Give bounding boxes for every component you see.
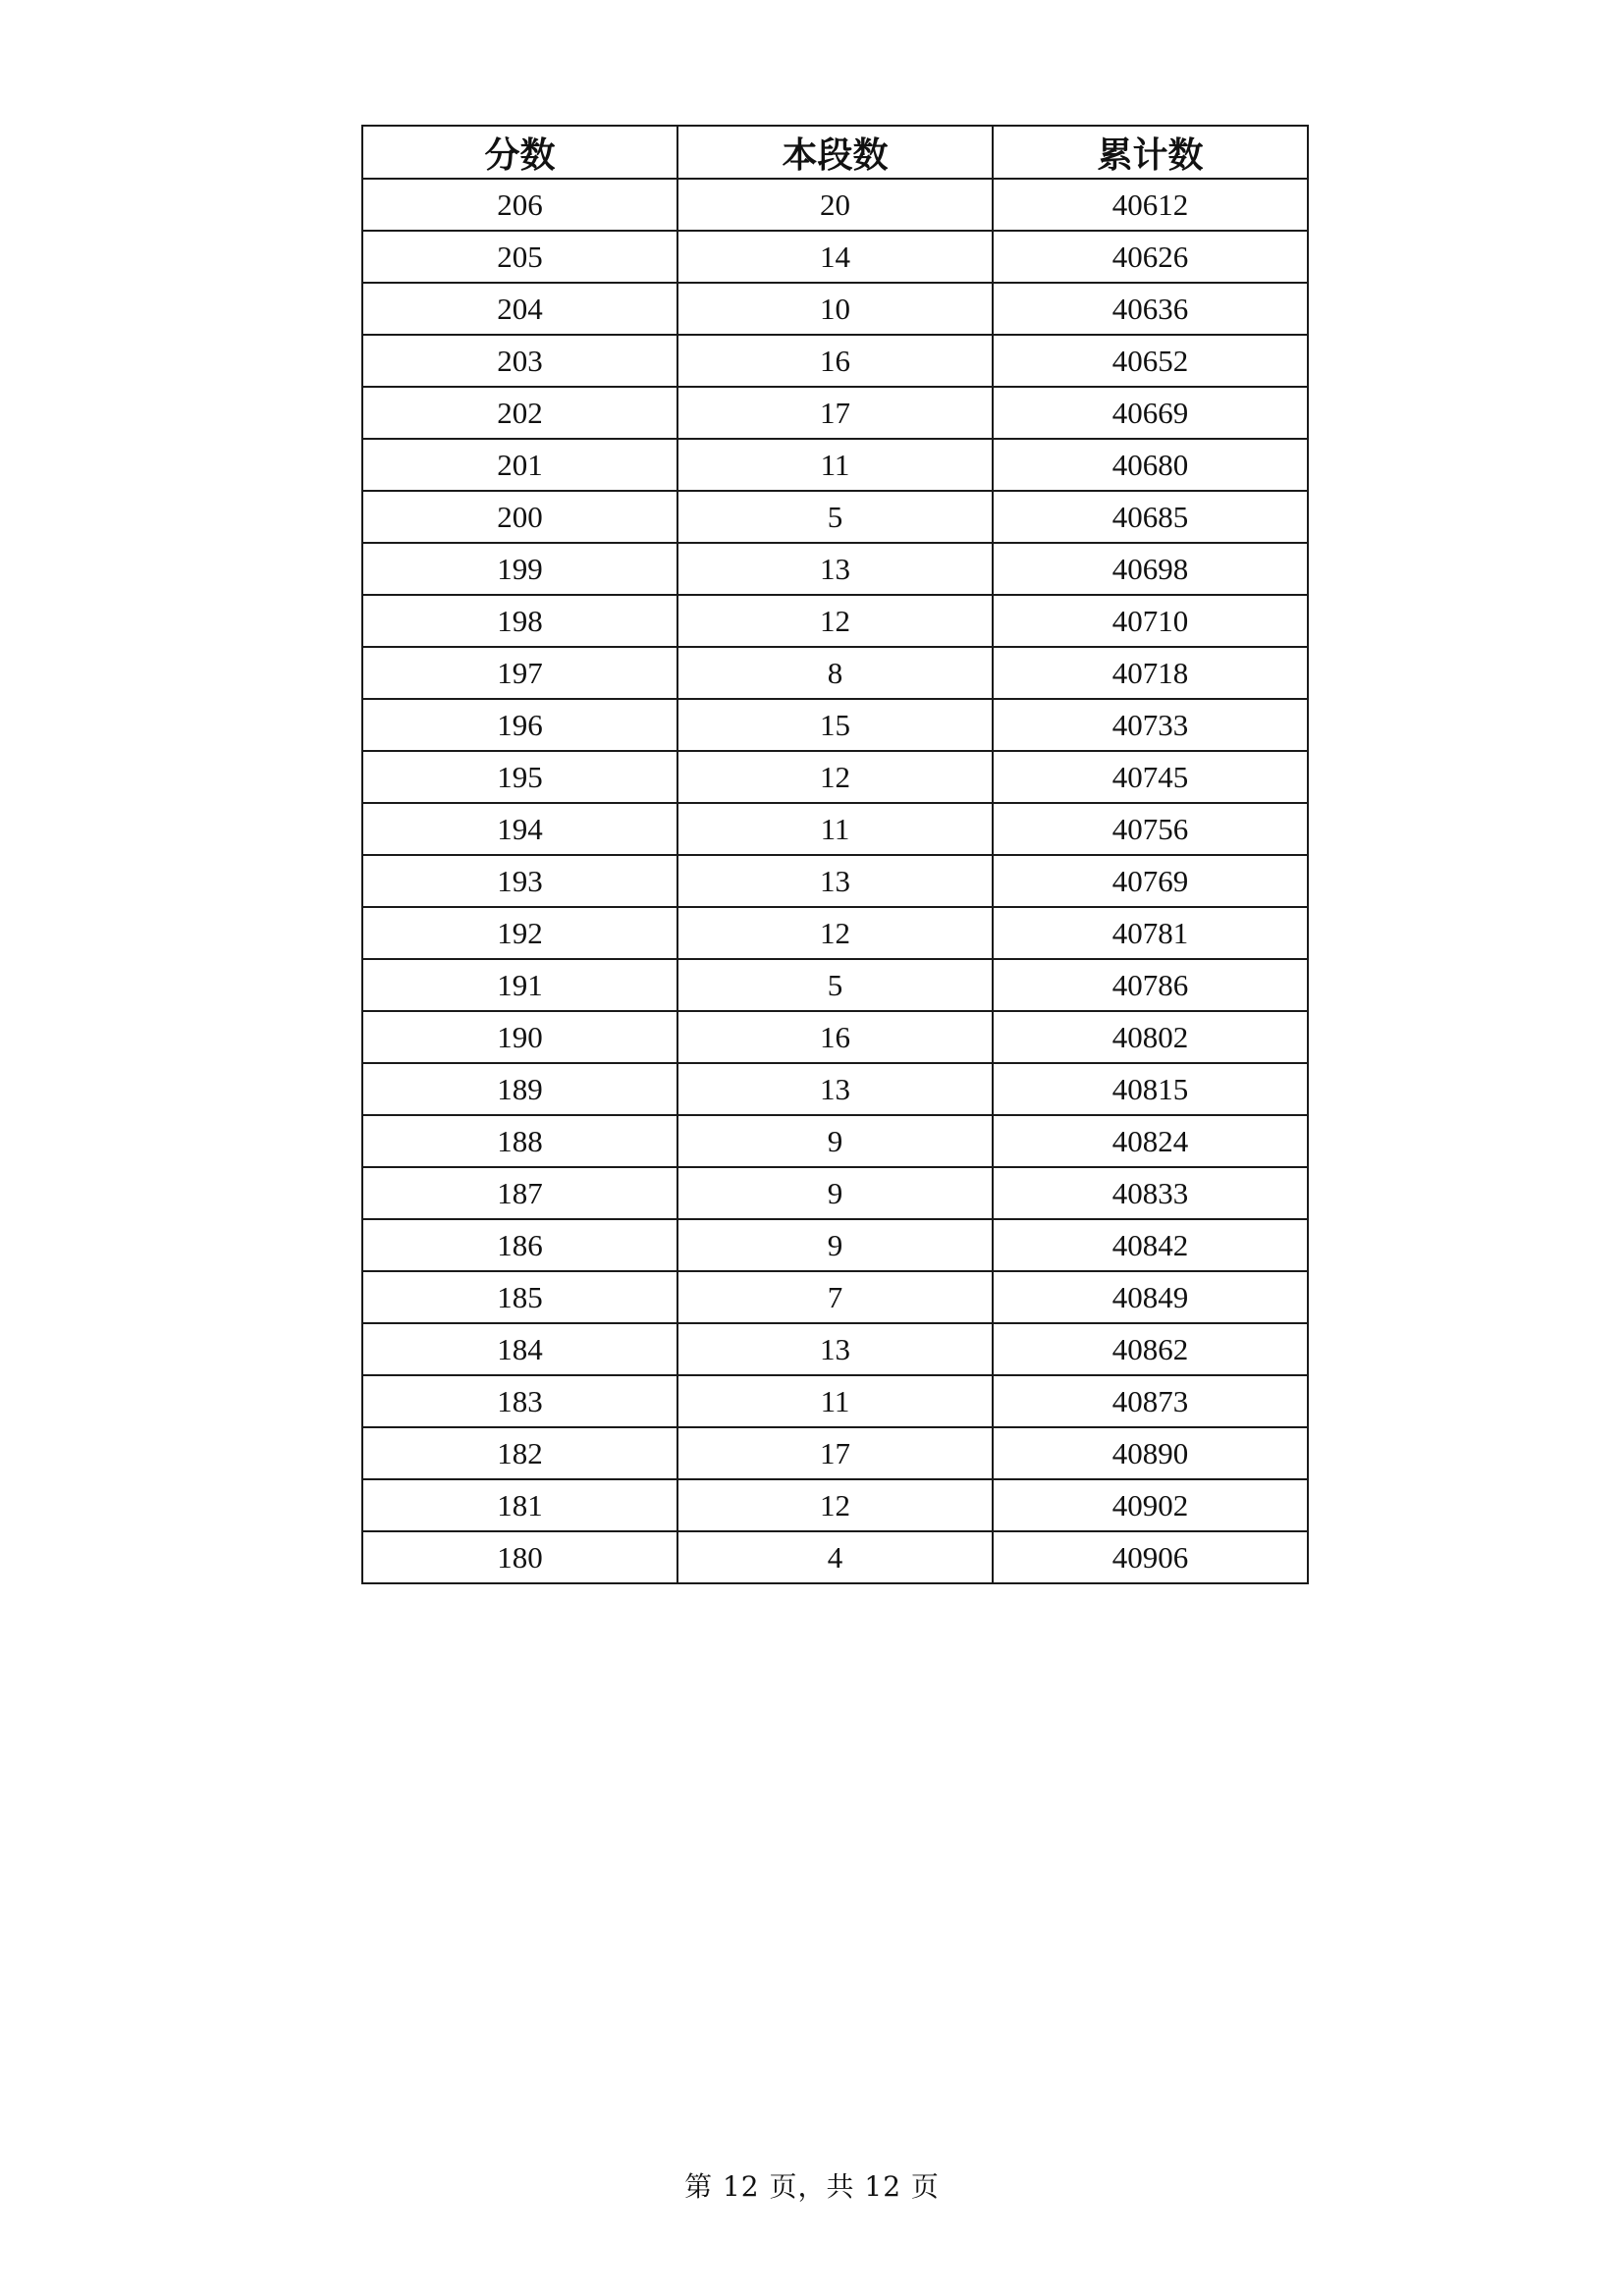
score-cell: 189	[362, 1063, 677, 1115]
cumulative-count-cell: 40849	[993, 1271, 1308, 1323]
cumulative-count-cell: 40636	[993, 283, 1308, 335]
header-segment-count: 本段数	[677, 126, 993, 179]
cumulative-count-cell: 40733	[993, 699, 1308, 751]
table-row	[362, 387, 1308, 439]
segment-count-cell: 13	[677, 1323, 993, 1375]
segment-count-cell: 16	[677, 1011, 993, 1063]
segment-count-cell: 20	[677, 179, 993, 231]
segment-count-cell: 12	[677, 1479, 993, 1531]
segment-count-cell: 12	[677, 907, 993, 959]
cumulative-count-cell: 40842	[993, 1219, 1308, 1271]
table-row	[362, 1271, 1308, 1323]
score-cell: 181	[362, 1479, 677, 1531]
cumulative-count-cell: 40612	[993, 179, 1308, 231]
score-cell: 199	[362, 543, 677, 595]
cumulative-count-cell: 40769	[993, 855, 1308, 907]
table-row	[362, 855, 1308, 907]
cumulative-count-cell: 40718	[993, 647, 1308, 699]
score-cell: 193	[362, 855, 677, 907]
segment-count-cell: 16	[677, 335, 993, 387]
cumulative-count-cell: 40906	[993, 1531, 1308, 1583]
segment-count-cell: 9	[677, 1219, 993, 1271]
table-row	[362, 1375, 1308, 1427]
cumulative-count-cell: 40669	[993, 387, 1308, 439]
segment-count-cell: 17	[677, 387, 993, 439]
table-row	[362, 1063, 1308, 1115]
score-cell: 201	[362, 439, 677, 491]
score-cell: 194	[362, 803, 677, 855]
score-cell: 187	[362, 1167, 677, 1219]
cumulative-count-cell: 40745	[993, 751, 1308, 803]
score-distribution-table	[361, 125, 1309, 1584]
segment-count-cell: 13	[677, 543, 993, 595]
table-row	[362, 439, 1308, 491]
segment-count-cell: 11	[677, 1375, 993, 1427]
table-row	[362, 231, 1308, 283]
cumulative-count-cell: 40873	[993, 1375, 1308, 1427]
segment-count-cell: 12	[677, 751, 993, 803]
score-cell: 191	[362, 959, 677, 1011]
cumulative-count-cell: 40652	[993, 335, 1308, 387]
cumulative-count-cell: 40786	[993, 959, 1308, 1011]
table-row	[362, 179, 1308, 231]
score-cell: 197	[362, 647, 677, 699]
segment-count-cell: 14	[677, 231, 993, 283]
cumulative-count-cell: 40862	[993, 1323, 1308, 1375]
segment-count-cell: 9	[677, 1167, 993, 1219]
table-row	[362, 543, 1308, 595]
table-row	[362, 1011, 1308, 1063]
score-cell: 200	[362, 491, 677, 543]
table-row	[362, 1167, 1308, 1219]
score-cell: 188	[362, 1115, 677, 1167]
table-row	[362, 595, 1308, 647]
cumulative-count-cell: 40824	[993, 1115, 1308, 1167]
segment-count-cell: 11	[677, 803, 993, 855]
score-cell: 204	[362, 283, 677, 335]
table-row	[362, 647, 1308, 699]
segment-count-cell: 4	[677, 1531, 993, 1583]
score-cell: 198	[362, 595, 677, 647]
score-cell: 202	[362, 387, 677, 439]
segment-count-cell: 9	[677, 1115, 993, 1167]
score-cell: 206	[362, 179, 677, 231]
segment-count-cell: 10	[677, 283, 993, 335]
score-cell: 190	[362, 1011, 677, 1063]
table-header-row	[362, 126, 1308, 179]
table-row	[362, 283, 1308, 335]
segment-count-cell: 17	[677, 1427, 993, 1479]
table-row	[362, 1427, 1308, 1479]
page-footer: 第 12 页，共 12 页	[684, 2170, 940, 2203]
segment-count-cell: 8	[677, 647, 993, 699]
segment-count-cell: 12	[677, 595, 993, 647]
segment-count-cell: 13	[677, 855, 993, 907]
segment-count-cell: 5	[677, 959, 993, 1011]
segment-count-cell: 11	[677, 439, 993, 491]
header-score: 分数	[362, 126, 677, 179]
cumulative-count-cell: 40680	[993, 439, 1308, 491]
segment-count-cell: 13	[677, 1063, 993, 1115]
table-row	[362, 751, 1308, 803]
table-row	[362, 1323, 1308, 1375]
score-cell: 195	[362, 751, 677, 803]
cumulative-count-cell: 40902	[993, 1479, 1308, 1531]
segment-count-cell: 5	[677, 491, 993, 543]
score-cell: 185	[362, 1271, 677, 1323]
score-cell: 184	[362, 1323, 677, 1375]
header-cumulative-count: 累计数	[993, 126, 1308, 179]
cumulative-count-cell: 40890	[993, 1427, 1308, 1479]
cumulative-count-cell: 40833	[993, 1167, 1308, 1219]
segment-count-cell: 7	[677, 1271, 993, 1323]
table-row	[362, 1115, 1308, 1167]
score-cell: 182	[362, 1427, 677, 1479]
score-cell: 203	[362, 335, 677, 387]
table-row	[362, 335, 1308, 387]
score-cell: 180	[362, 1531, 677, 1583]
table-row	[362, 1531, 1308, 1583]
score-cell: 196	[362, 699, 677, 751]
cumulative-count-cell: 40698	[993, 543, 1308, 595]
score-cell: 183	[362, 1375, 677, 1427]
cumulative-count-cell: 40685	[993, 491, 1308, 543]
table-body	[362, 179, 1308, 1583]
cumulative-count-cell: 40756	[993, 803, 1308, 855]
cumulative-count-cell: 40815	[993, 1063, 1308, 1115]
table-row	[362, 1479, 1308, 1531]
table-row	[362, 1219, 1308, 1271]
cumulative-count-cell: 40781	[993, 907, 1308, 959]
table-row	[362, 959, 1308, 1011]
cumulative-count-cell: 40626	[993, 231, 1308, 283]
table-row	[362, 803, 1308, 855]
cumulative-count-cell: 40710	[993, 595, 1308, 647]
cumulative-count-cell: 40802	[993, 1011, 1308, 1063]
table-row	[362, 699, 1308, 751]
score-cell: 186	[362, 1219, 677, 1271]
score-cell: 205	[362, 231, 677, 283]
table-row	[362, 907, 1308, 959]
segment-count-cell: 15	[677, 699, 993, 751]
table-row	[362, 491, 1308, 543]
score-cell: 192	[362, 907, 677, 959]
